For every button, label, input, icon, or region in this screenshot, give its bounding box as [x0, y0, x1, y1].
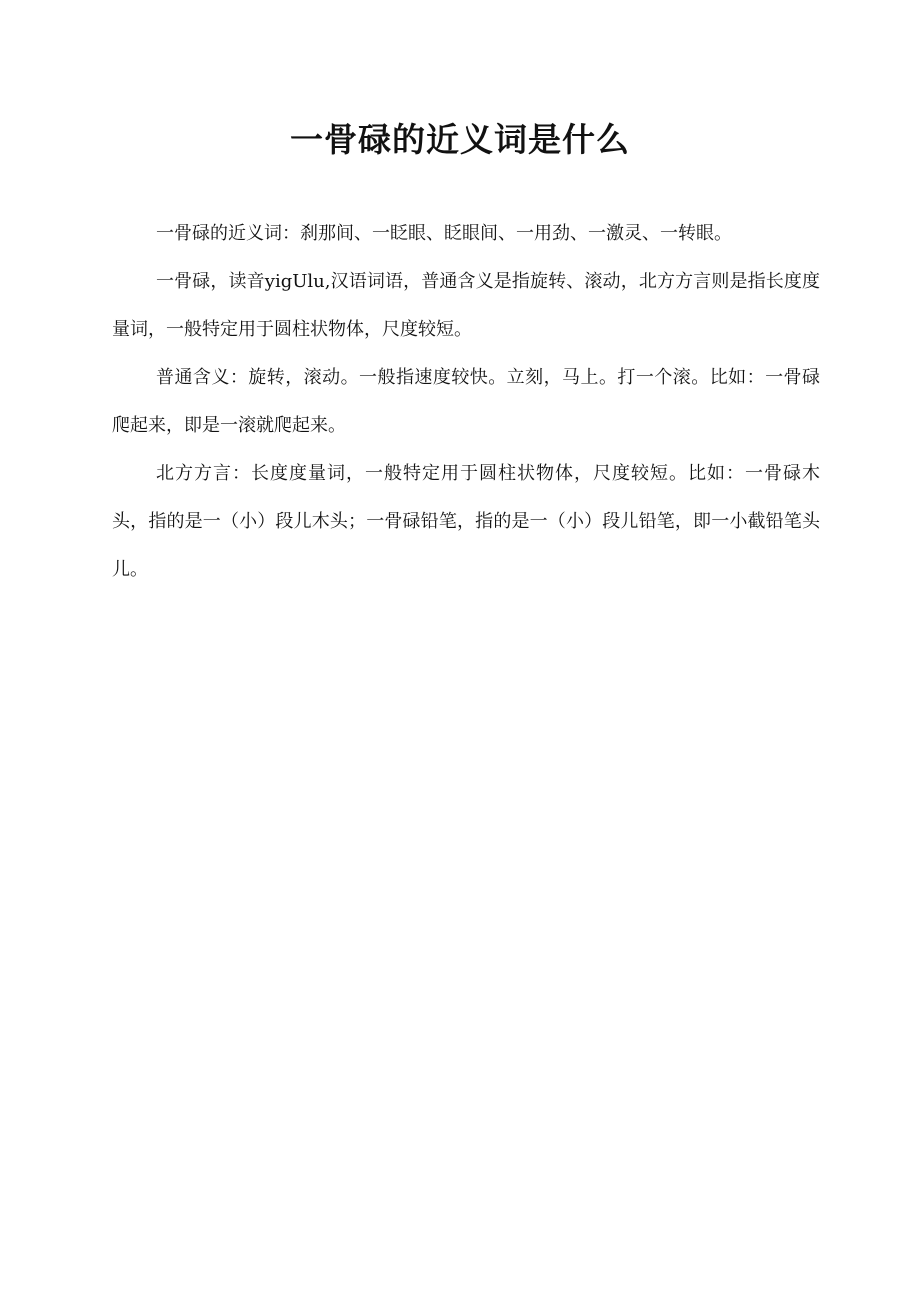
paragraph-synonyms: 一骨碌的近义词：刹那间、一眨眼、眨眼间、一用劲、一激灵、一转眼。 — [156, 223, 732, 244]
paragraph-definition: 一骨碌，读音yigUlu,汉语词语，普通含义是指旋转、滚动，北方方言则是指长度度量词，一般特定用于圆柱状物体，尺度较短。 — [112, 271, 820, 340]
document-title: 一骨碌的近义词是什么 — [290, 120, 630, 159]
document-body — [112, 210, 820, 594]
paragraph-common-meaning: 普通含义：旋转，滚动。一般指速度较快。立刻，马上。打一个滚。比如：一骨碌爬起来，即是一滚就爬起来。 — [112, 367, 820, 436]
paragraph-northern-dialect: 北方方言：长度度量词，一般特定用于圆柱状物体，尺度较短。比如：一骨碌木头，指的是一（小）段儿木头；一骨碌铅笔，指的是一（小）段儿铅笔，即一小截铅笔头儿。 — [112, 463, 820, 580]
